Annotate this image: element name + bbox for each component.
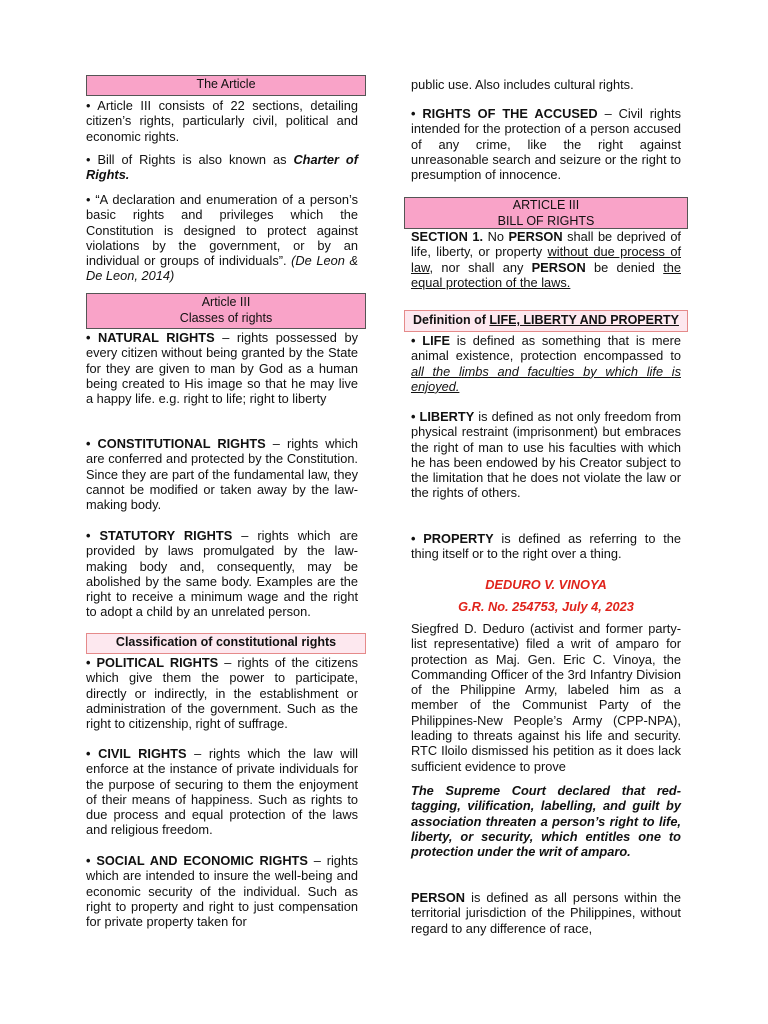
charter-paragraph: • Bill of Rights is also known as Charter of Rights. [86,152,358,183]
civil-rights-paragraph: • CIVIL RIGHTS – rights which the law will enforce at the instance of private individuals for the purpose of securing to them the enjoyment of their means of happiness. Such as rights to due process and equal protection of the laws and religious freedom. [86,746,358,838]
natural-rights-paragraph: • NATURAL RIGHTS – rights possessed by every citizen without being granted by the State for they are given to man by God as a human being created to His image so that he may live a happy life. e.g. right to life; right to liberty [86,330,358,407]
case-facts-paragraph: Siegfred D. Deduro (activist and former party-list representative) filed a writ of amparo for protection as Maj. Gen. Eric C. Vinoya, the Commanding Officer of the 3rd Infantry Division of the Philippine Army, labeled him as a member of the Communist Party of the Philippines-New People’s Army (CPP-NPA), leading to threats against his life and security. RTC Iloilo dismissed his petition as it does lack sufficient evidence to prove [411,621,681,774]
person-definition-paragraph: PERSON is defined as all persons within the territorial jurisdiction of the Philippines, without regard to any difference of race, [411,890,681,936]
cultural-rights-continuation: public use. Also includes cultural rights. [411,77,634,92]
rights-of-accused-paragraph: • RIGHTS OF THE ACCUSED – Civil rights intended for the protection of a person accused of any crime, like the right against unreasonable search and seizure or the right to presumption of innocence. [411,106,682,183]
liberty-definition-paragraph: • LIBERTY is defined as not only freedom from physical restraint (imprisonment) but embraces the right of man to use his faculties with which he has been endowed by his Creator subject to the limitation that he does not violate the law or the rights of others. [411,409,682,501]
statutory-rights-paragraph: • STATUTORY RIGHTS – rights which are provided by laws promulgated by the law-making body and, consequently, may be abolished by the same body. Examples are the right to receive a minimum wage and the right to adopt a child by an unrelated person. [86,528,358,620]
classes-of-rights-header: Article III Classes of rights [86,293,366,329]
political-rights-paragraph: • POLITICAL RIGHTS – rights of the citizens which give them the power to participate, directly or indirectly, in the establishment or administration of the government. Such as the right to citizenship, right of suffrage. [86,655,358,732]
classification-header: Classification of constitutional rights [86,633,366,654]
social-economic-rights-paragraph: • SOCIAL AND ECONOMIC RIGHTS – rights which are intended to insure the well-being and economic security of the individual. Such as right to property and right to just compensation for private property taken for [86,853,358,930]
constitutional-rights-paragraph: • CONSTITUTIONAL RIGHTS – rights which are conferred and protected by the Constitution. Since they are part of the fundamental law, they cannot be modified or taken away by the law-making body. [86,436,359,513]
bill-of-rights-header: ARTICLE III BILL OF RIGHTS [404,197,688,229]
case-gr-number: G.R. No. 254753, July 4, 2023 [458,599,634,614]
supreme-court-ruling-paragraph: The Supreme Court declared that red-tagging, vilification, labelling, and guilt by association threaten a person’s right to life, liberty, or security, which entitles one to protection under the writ of amparo. [411,783,681,860]
life-definition-paragraph: • LIFE is defined as something that is mere animal existence, protection encompassed to all the limbs and faculties by which life is enjoyed. [411,333,681,394]
article-intro-paragraph: • Article III consists of 22 sections, detailing citizen’s rights, particularly civil, political and economic rights. [86,98,358,144]
case-title: DEDURO V. VINOYA [485,577,607,592]
section-1-paragraph: SECTION 1. No PERSON shall be deprived of life, liberty, or property without due process of law, nor shall any PERSON be denied the equal protection of the laws. [411,229,682,290]
definition-quote-paragraph: • “A declaration and enumeration of a person’s basic rights and privileges which the Constitution is designed to protect against violations by the government, or by an individual or groups of individuals”. (De Leon & De Leon, 2014) [86,192,358,284]
definition-header: Definition of LIFE, LIBERTY AND PROPERTY [404,310,688,332]
property-definition-paragraph: • PROPERTY is defined as referring to the thing itself or to the right over a thing. [411,531,682,562]
article-header: The Article [86,75,366,96]
